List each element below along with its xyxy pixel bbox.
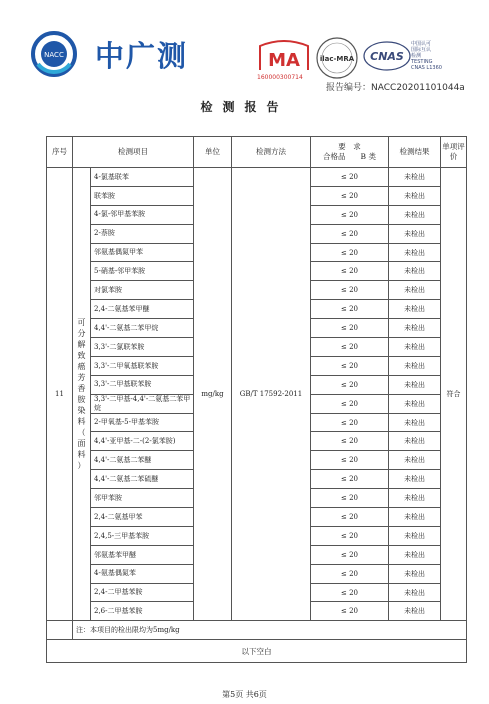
- item-cell: 4,4'-二氨基二苯醚: [91, 451, 194, 470]
- header-requirement-top: 要 求: [338, 142, 361, 151]
- item-cell: 2,4-二氨基甲苯: [91, 508, 194, 527]
- report-number: [326, 80, 465, 93]
- requirement-cell: ≤ 20: [311, 451, 389, 470]
- cnas-caption-line: CNAS L1360: [411, 65, 442, 71]
- report-number-value: NACC20201101044a: [371, 83, 465, 93]
- cnas-caption: [411, 41, 442, 71]
- report-number-label: 报告编号：: [326, 83, 372, 93]
- result-cell: 未检出: [389, 281, 441, 300]
- table-row: [47, 168, 467, 187]
- item-cell: 3,3'-二甲氧基联苯胺: [91, 356, 194, 375]
- cnas-caption-line: 中国认可: [411, 41, 432, 47]
- header-evaluation: 单项评价: [441, 137, 467, 168]
- header-requirement-bottom: 合格品 B 类: [323, 152, 376, 161]
- header-item: 检测项目: [73, 137, 194, 168]
- unit-cell: mg/kg: [194, 168, 232, 621]
- category-cell: [73, 168, 91, 621]
- requirement-cell: ≤ 20: [311, 205, 389, 224]
- cnas-caption-line: TESTING: [411, 59, 433, 65]
- item-cell: 2,4-二甲基苯胺: [91, 583, 194, 602]
- item-cell: 5-硝基-邻甲苯胺: [91, 262, 194, 281]
- header-seq: 序号: [47, 137, 73, 168]
- requirement-cell: ≤ 20: [311, 602, 389, 621]
- page-footer: 第5页 共6页: [222, 690, 267, 699]
- requirement-cell: ≤ 20: [311, 545, 389, 564]
- result-cell: 未检出: [389, 338, 441, 357]
- result-cell: 未检出: [389, 243, 441, 262]
- item-cell: 2-甲氧基-5-甲基苯胺: [91, 413, 194, 432]
- result-cell: 未检出: [389, 394, 441, 413]
- cnas-caption-line: 国际互认: [411, 47, 432, 53]
- result-cell: 未检出: [389, 168, 441, 187]
- requirement-cell: ≤ 20: [311, 526, 389, 545]
- cma-number: 160000300714: [257, 74, 303, 81]
- ilac-text: ilac-MRA: [319, 55, 355, 63]
- table-body: [47, 168, 467, 663]
- result-cell: 未检出: [389, 583, 441, 602]
- ilac-mra-logo-icon: [315, 36, 359, 80]
- item-cell: 4-氯基联苯: [91, 168, 194, 187]
- header-unit: 单位: [194, 137, 232, 168]
- item-cell: 2,4-二氨基苯甲醚: [91, 300, 194, 319]
- result-cell: 未检出: [389, 602, 441, 621]
- requirement-cell: ≤ 20: [311, 413, 389, 432]
- result-cell: 未检出: [389, 432, 441, 451]
- result-cell: 未检出: [389, 489, 441, 508]
- requirement-cell: ≤ 20: [311, 168, 389, 187]
- cnas-text: CNAS: [370, 50, 404, 63]
- requirement-cell: ≤ 20: [311, 583, 389, 602]
- blank-cell: 以下空白: [47, 640, 467, 663]
- requirement-cell: ≤ 20: [311, 508, 389, 527]
- item-cell: 3,3'-二氯联苯胺: [91, 338, 194, 357]
- item-cell: 3,3'-二甲基-4,4'-二氨基二苯甲烷: [91, 394, 194, 413]
- requirement-cell: ≤ 20: [311, 375, 389, 394]
- requirement-cell: ≤ 20: [311, 338, 389, 357]
- result-cell: 未检出: [389, 300, 441, 319]
- cnas-logo-icon: [363, 40, 411, 72]
- requirement-cell: ≤ 20: [311, 186, 389, 205]
- requirement-cell: ≤ 20: [311, 319, 389, 338]
- result-cell: 未检出: [389, 451, 441, 470]
- result-cell: 未检出: [389, 186, 441, 205]
- note-seq-cell: [47, 621, 73, 640]
- item-cell: 4-氨基偶氮苯: [91, 564, 194, 583]
- result-cell: 未检出: [389, 375, 441, 394]
- results-table: [46, 136, 467, 663]
- header-result: 检测结果: [389, 137, 441, 168]
- item-cell: 4,4'-二氨基二苯硫醚: [91, 470, 194, 489]
- seq-cell: 11: [47, 168, 73, 621]
- category-text: 可分解致癌芳香胺染料（面料）: [77, 318, 86, 471]
- result-cell: 未检出: [389, 205, 441, 224]
- item-cell: 对氯苯胺: [91, 281, 194, 300]
- result-cell: 未检出: [389, 545, 441, 564]
- requirement-cell: ≤ 20: [311, 224, 389, 243]
- item-cell: 联苯胺: [91, 186, 194, 205]
- item-cell: 4,4'-二氨基二苯甲烷: [91, 319, 194, 338]
- result-cell: 未检出: [389, 508, 441, 527]
- requirement-cell: ≤ 20: [311, 432, 389, 451]
- item-cell: 2,6-二甲基苯胺: [91, 602, 194, 621]
- nacc-logo-icon: [30, 30, 78, 78]
- item-cell: 4,4'-亚甲基-二-(2-氯苯胺): [91, 432, 194, 451]
- blank-row: [47, 640, 467, 663]
- result-cell: 未检出: [389, 262, 441, 281]
- requirement-cell: ≤ 20: [311, 356, 389, 375]
- document-title: 检测报告: [200, 100, 289, 114]
- method-cell: GB/T 17592-2011: [232, 168, 311, 621]
- note-row: [47, 621, 467, 640]
- evaluation-cell: 符合: [441, 168, 467, 621]
- requirement-cell: ≤ 20: [311, 470, 389, 489]
- cma-text: MA: [268, 50, 300, 71]
- result-cell: 未检出: [389, 413, 441, 432]
- table-header-row: [47, 137, 467, 168]
- result-cell: 未检出: [389, 224, 441, 243]
- requirement-cell: ≤ 20: [311, 281, 389, 300]
- item-cell: 2-萘胺: [91, 224, 194, 243]
- item-cell: 2,4,5-三甲基苯胺: [91, 526, 194, 545]
- note-cell: 注：本项目的检出限均为5mg/kg: [73, 621, 467, 640]
- requirement-cell: ≤ 20: [311, 300, 389, 319]
- requirement-cell: ≤ 20: [311, 262, 389, 281]
- item-cell: 邻氨基苯甲醚: [91, 545, 194, 564]
- item-cell: 邻甲苯胺: [91, 489, 194, 508]
- item-cell: 邻氨基偶氮甲苯: [91, 243, 194, 262]
- header-method: 检测方法: [232, 137, 311, 168]
- logo-badge: NACC: [44, 51, 64, 59]
- item-cell: 3,3'-二甲基联苯胺: [91, 375, 194, 394]
- requirement-cell: ≤ 20: [311, 489, 389, 508]
- result-cell: 未检出: [389, 356, 441, 375]
- requirement-cell: ≤ 20: [311, 243, 389, 262]
- requirement-cell: ≤ 20: [311, 394, 389, 413]
- item-cell: 4-氯-邻甲基苯胺: [91, 205, 194, 224]
- header-requirement: [311, 137, 389, 168]
- result-cell: 未检出: [389, 319, 441, 338]
- requirement-cell: ≤ 20: [311, 564, 389, 583]
- company-name: 中广测: [95, 39, 189, 73]
- result-cell: 未检出: [389, 470, 441, 489]
- cnas-caption-line: 检测: [411, 53, 422, 59]
- result-cell: 未检出: [389, 564, 441, 583]
- cma-mark-icon: [258, 40, 310, 76]
- result-cell: 未检出: [389, 526, 441, 545]
